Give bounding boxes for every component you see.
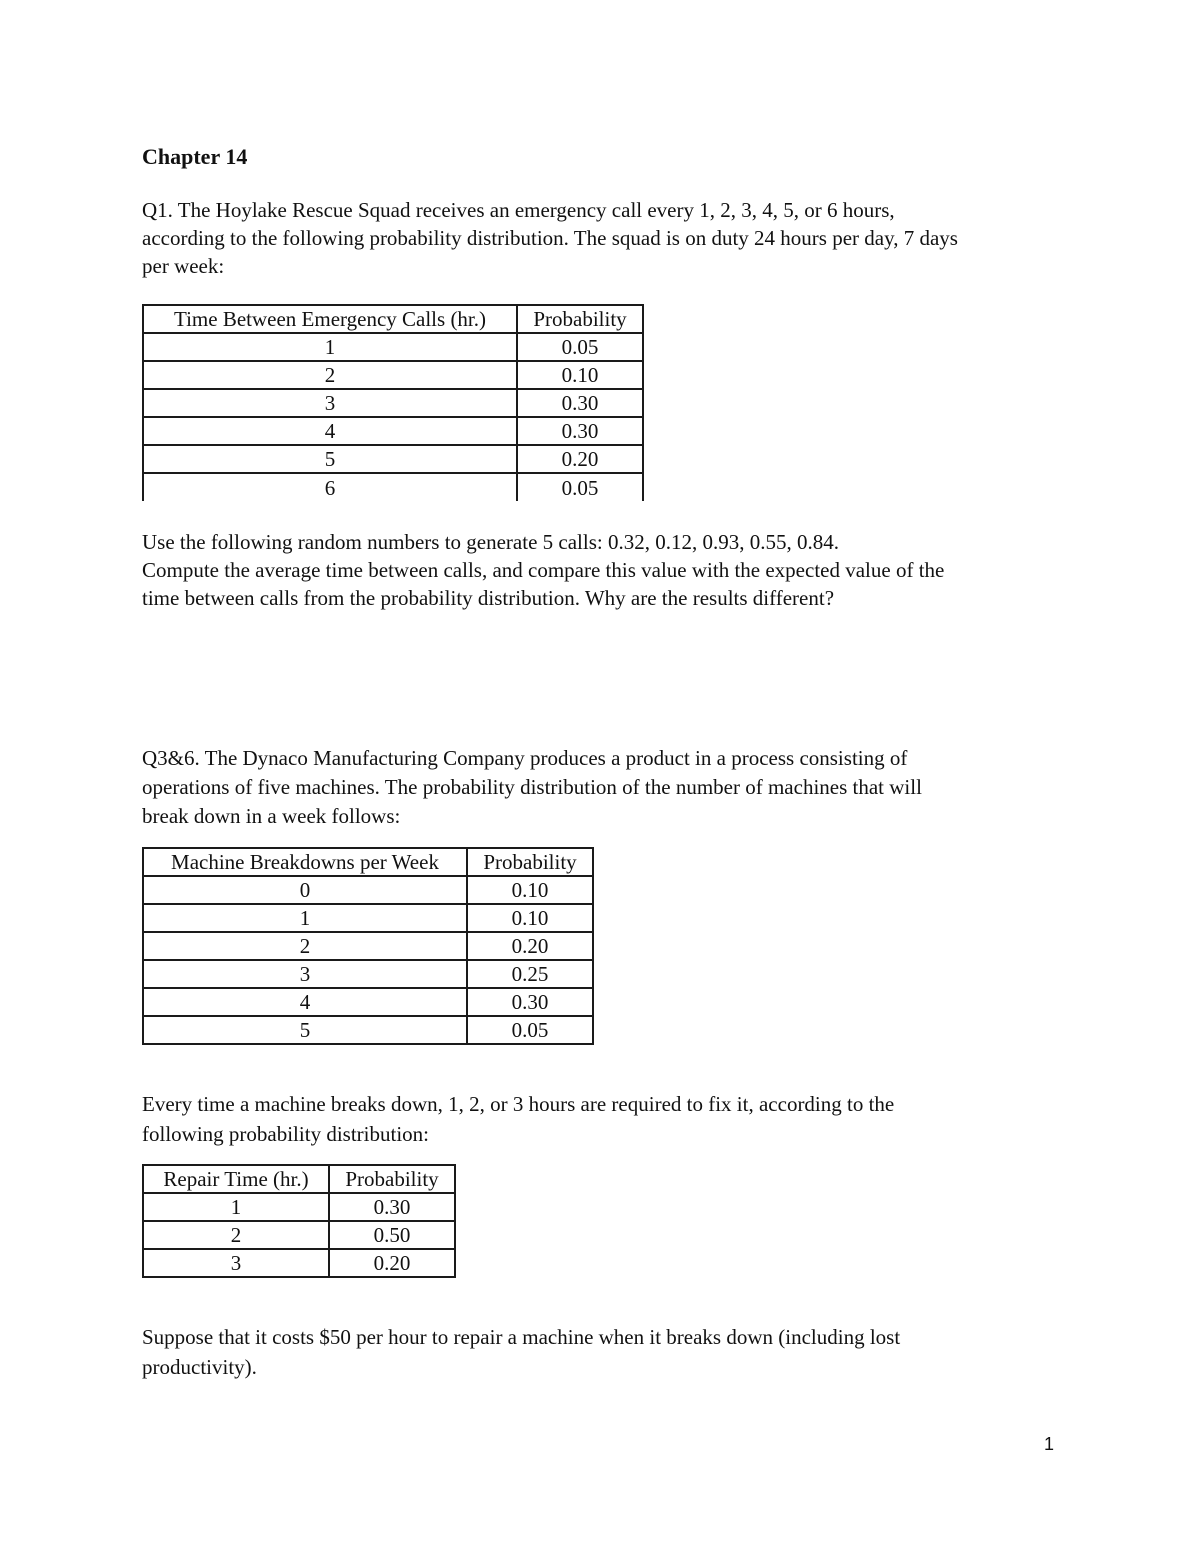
repair-intro-line-2: following probability distribution: <box>142 1122 429 1146</box>
table-cell: 0.05 <box>467 1016 593 1044</box>
table-row <box>143 1221 455 1249</box>
table-cell: 2 <box>143 932 467 960</box>
table-cell: 3 <box>143 1249 329 1277</box>
table-cell: 4 <box>143 417 517 445</box>
table-cell: 4 <box>143 988 467 1016</box>
table-cell: 2 <box>143 361 517 389</box>
table-cell: 1 <box>143 904 467 932</box>
table-cell: 0.20 <box>329 1249 455 1277</box>
table-cell: 0.30 <box>467 988 593 1016</box>
table-cell: 0.10 <box>517 361 643 389</box>
repair-time-table <box>142 1164 456 1278</box>
column-header: Probability <box>329 1165 455 1193</box>
table-cell: 0.30 <box>517 389 643 417</box>
repair-intro <box>142 1089 1082 1149</box>
q1-line-3: per week: <box>142 254 225 278</box>
cost-line-1: Suppose that it costs $50 per hour to repair a machine when it breaks down (including lost <box>142 1325 901 1349</box>
repair-cost-note <box>142 1322 1082 1382</box>
q1-line-2: according to the following probability distribution. The squad is on duty 24 hours per day, 7 days <box>142 226 958 250</box>
q1-followup <box>142 528 1082 612</box>
table-cell: 5 <box>143 445 517 473</box>
q3-line-2: operations of five machines. The probability distribution of the number of machines that will <box>142 775 922 799</box>
table-row <box>143 389 643 417</box>
table-cell: 0.25 <box>467 960 593 988</box>
column-header: Machine Breakdowns per Week <box>143 848 467 876</box>
q3-prompt <box>142 744 1082 831</box>
table-row <box>143 932 593 960</box>
page-number: 1 <box>1044 1434 1055 1454</box>
table-cell: 5 <box>143 1016 467 1044</box>
table-header-row <box>143 848 593 876</box>
table-cell: 0.30 <box>329 1193 455 1221</box>
table-cell: 0.20 <box>517 445 643 473</box>
table-cell: 6 <box>143 473 517 501</box>
table-row <box>143 960 593 988</box>
table-cell: 1 <box>143 333 517 361</box>
table-cell: 0.05 <box>517 473 643 501</box>
cost-line-2: productivity). <box>142 1355 257 1379</box>
table-row <box>143 445 643 473</box>
table-row <box>143 473 643 501</box>
table-cell: 0 <box>143 876 467 904</box>
table-cell: 3 <box>143 389 517 417</box>
chapter-title: Chapter 14 <box>142 144 248 169</box>
table-cell: 3 <box>143 960 467 988</box>
table-row <box>143 1249 455 1277</box>
q1-followup-line-3: time between calls from the probability distribution. Why are the results different? <box>142 586 835 610</box>
table-header-row <box>143 1165 455 1193</box>
q3-line-1: Q3&6. The Dynaco Manufacturing Company produces a product in a process consisting of <box>142 746 908 770</box>
table-cell: 1 <box>143 1193 329 1221</box>
repair-intro-line-1: Every time a machine breaks down, 1, 2, or 3 hours are required to fix it, according to the <box>142 1092 895 1116</box>
q1-followup-line-1: Use the following random numbers to generate 5 calls: 0.32, 0.12, 0.93, 0.55, 0.84. <box>142 530 839 554</box>
table-row <box>143 904 593 932</box>
table-row <box>143 988 593 1016</box>
column-header: Time Between Emergency Calls (hr.) <box>143 305 517 333</box>
table-cell: 0.30 <box>517 417 643 445</box>
column-header: Repair Time (hr.) <box>143 1165 329 1193</box>
q1-line-1: Q1. The Hoylake Rescue Squad receives an emergency call every 1, 2, 3, 4, 5, or 6 hours, <box>142 198 895 222</box>
table-row <box>143 417 643 445</box>
table-cell: 0.10 <box>467 876 593 904</box>
table-row <box>143 333 643 361</box>
table-header-row <box>143 305 643 333</box>
table-cell: 2 <box>143 1221 329 1249</box>
q1-prompt <box>142 196 1082 280</box>
q1-followup-line-2: Compute the average time between calls, and compare this value with the expected value of the <box>142 558 945 582</box>
table-row <box>143 1016 593 1044</box>
table-cell: 0.20 <box>467 932 593 960</box>
machine-breakdowns-table <box>142 847 594 1045</box>
column-header: Probability <box>467 848 593 876</box>
column-header: Probability <box>517 305 643 333</box>
table-cell: 0.50 <box>329 1221 455 1249</box>
emergency-calls-table <box>142 304 644 501</box>
q3-line-3: break down in a week follows: <box>142 804 401 828</box>
table-row <box>143 361 643 389</box>
table-cell: 0.10 <box>467 904 593 932</box>
table-row <box>143 1193 455 1221</box>
table-cell: 0.05 <box>517 333 643 361</box>
table-row <box>143 876 593 904</box>
